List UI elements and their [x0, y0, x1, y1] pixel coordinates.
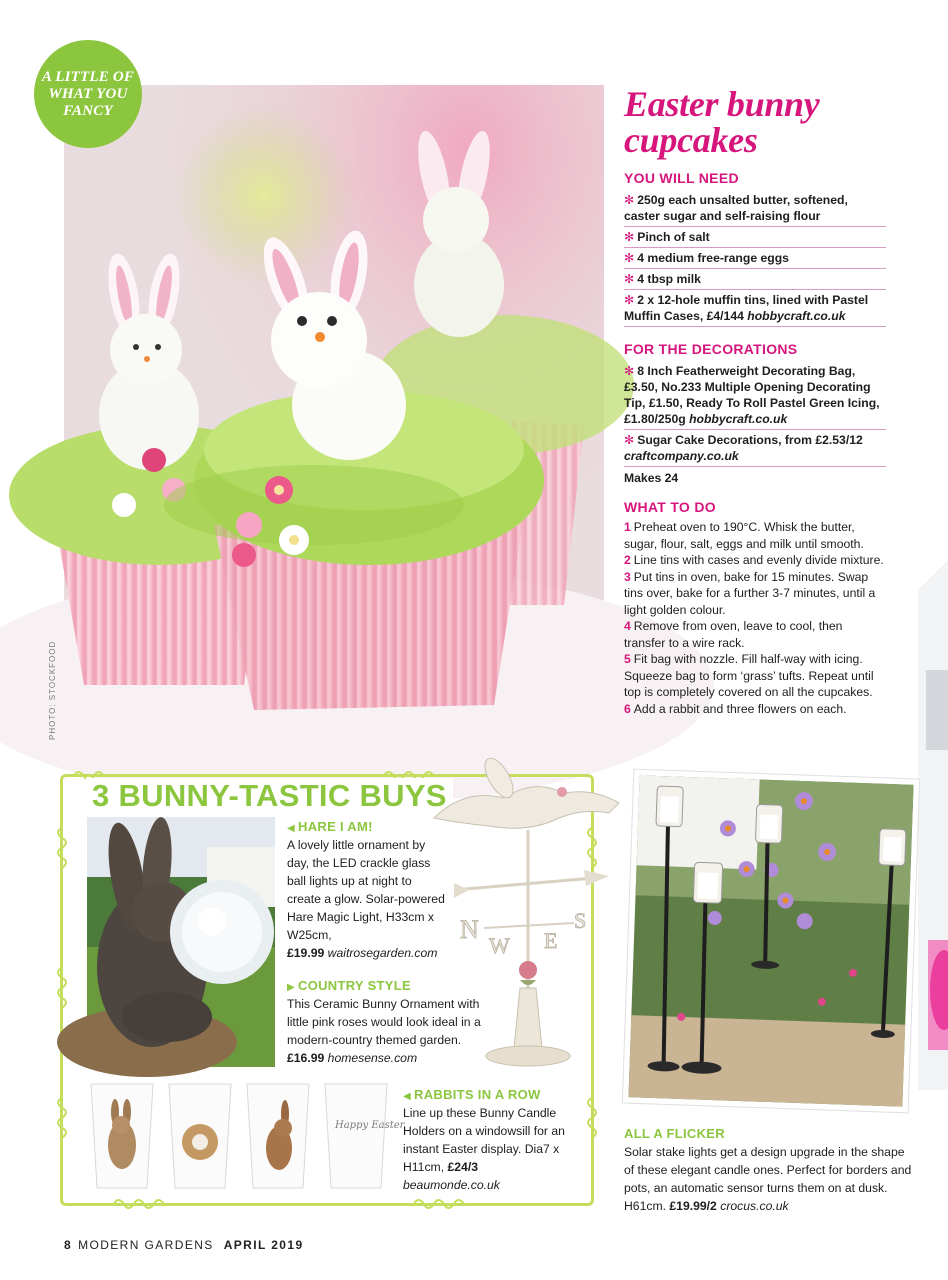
- decorations-heading: FOR THE DECORATIONS: [624, 341, 798, 357]
- photo-credit: PHOTO: STOCKFOOD: [48, 640, 57, 740]
- asterisk-icon: ✻: [624, 293, 635, 307]
- retailer-link: hobbycraft.co.uk: [689, 412, 788, 426]
- buy-item-country-style: [287, 978, 487, 1067]
- recipe-title: Easter bunny cupcakes: [624, 84, 820, 160]
- vane-letter-e: E: [544, 928, 558, 953]
- list-item: 5 Fit bag with nozzle. Fill half-way with icing. Squeeze bag to form ‘grass’ tufts. Repeat until top is completely covered on all the cupcakes.: [624, 652, 874, 699]
- list-item: 1 Preheat oven to 190°C. Whisk the butter, sugar, flour, salt, eggs and milk until smooth.: [624, 520, 864, 551]
- item-description: This Ceramic Bunny Ornament with little pink roses would look ideal in a modern-country themed garden. £16.99 homesense.com: [287, 997, 481, 1065]
- badge-text: A LITTLE OF WHAT YOU FANCY: [41, 68, 135, 119]
- magazine-name: MODERN GARDENS: [78, 1238, 214, 1252]
- list-item: 6 Add a rabbit and three flowers on each.: [624, 701, 847, 716]
- item-price: £16.99: [287, 1051, 325, 1065]
- decorations-list: [624, 361, 886, 467]
- section-badge: [34, 40, 142, 148]
- list-item: 3 Put tins in oven, bake for 15 minutes. Swap tins over, bake for a further 3-7 minutes, until a light golden colour.: [624, 569, 876, 617]
- list-item: ✻ Pinch of salt: [624, 227, 886, 248]
- asterisk-icon: ✻: [624, 433, 635, 447]
- item-heading: ◀ HARE I AM!: [287, 819, 373, 834]
- item-description: A lovely little ornament by day, the LED crackle glass ball lights up at night to create a glow. Solar-powered Hare Magic Light, H33cm x W25cm, £19.99 waitrosegarden.com: [287, 838, 445, 960]
- list-item: 2 Line tins with cases and evenly divide mixture.: [624, 553, 884, 567]
- retailer-link: waitrosegarden.com: [327, 946, 438, 960]
- item-heading: ◀ RABBITS IN A ROW: [403, 1087, 541, 1102]
- item-description: Line up these Bunny Candle Holders on a windowsill for an instant Easter display. Dia7 x H11cm, £24/3 beaumonde.co.uk: [403, 1106, 565, 1192]
- bunny-candle-holders-photo: [87, 1080, 405, 1190]
- candle-script-text: Happy Easter: [335, 1120, 405, 1131]
- buy-item-hare: [287, 819, 447, 962]
- retailer-link: crocus.co.uk: [720, 1199, 789, 1213]
- makes-count: Makes 24: [624, 471, 679, 485]
- list-item: 4 Remove from oven, leave to cool, then transfer to a wire rack.: [624, 619, 843, 650]
- list-item: ✻ 8 Inch Featherweight Decorating Bag, £3.50, No.233 Multiple Opening Decorating Tip, £1.50, Ready To Roll Pastel Green Icing, £1.80/250g hobbycraft.co.uk: [624, 361, 886, 430]
- ingredient-list: [624, 190, 886, 327]
- cupcakes-photo: [64, 85, 604, 738]
- asterisk-icon: ✻: [624, 364, 635, 378]
- asterisk-icon: ✻: [624, 193, 635, 207]
- flicker-item: [624, 1126, 916, 1215]
- item-price: £24/3: [447, 1160, 478, 1174]
- buy-item-rabbits-in-a-row: [403, 1087, 573, 1194]
- item-heading: ▶ COUNTRY STYLE: [287, 978, 411, 993]
- list-item: ✻ 4 tbsp milk: [624, 269, 886, 290]
- page-footer: [64, 1238, 304, 1252]
- adjacent-page-image: [918, 560, 948, 1090]
- asterisk-icon: ✻: [624, 272, 635, 286]
- vane-letter-n: N: [460, 915, 479, 944]
- method-steps: [624, 519, 886, 717]
- triangle-left-icon: ◀: [287, 823, 295, 834]
- list-item: ✻ 4 medium free-range eggs: [624, 248, 886, 269]
- solar-candle-lights-photo: [624, 770, 918, 1112]
- asterisk-icon: ✻: [624, 230, 635, 244]
- vane-letter-s: S: [574, 908, 587, 933]
- what-to-do-heading: WHAT TO DO: [624, 499, 716, 515]
- retailer-link: beaumonde.co.uk: [403, 1178, 500, 1192]
- buys-title: 3 BUNNY-TASTIC BUYS: [86, 778, 453, 814]
- list-item: ✻ Sugar Cake Decorations, from £2.53/12 craftcompany.co.uk: [624, 430, 886, 467]
- hare-light-photo: [87, 817, 275, 1067]
- retailer-link: craftcompany.co.uk: [624, 449, 739, 463]
- item-price: £19.99: [287, 946, 325, 960]
- item-heading: ALL A FLICKER: [624, 1126, 725, 1141]
- you-will-need-heading: YOU WILL NEED: [624, 170, 739, 186]
- list-item: ✻ 250g each unsalted butter, softened, caster sugar and self-raising flour: [624, 190, 886, 227]
- list-item: ✻ 2 x 12-hole muffin tins, lined with Pastel Muffin Cases, £4/144 hobbycraft.co.uk: [624, 290, 886, 327]
- page-number: 8: [64, 1238, 73, 1252]
- retailer-link: homesense.com: [327, 1051, 418, 1065]
- item-price: £19.99/2: [669, 1199, 717, 1213]
- triangle-left-icon: ◀: [403, 1091, 411, 1102]
- asterisk-icon: ✻: [624, 251, 635, 265]
- bunny-buys-box: [54, 768, 600, 1212]
- item-description: Solar stake lights get a design upgrade in the shape of these elegant candle ones. Perfect for borders and pots, an automatic sensor turns them on at dusk. H61cm. £19.99/2 crocus.co.uk: [624, 1145, 912, 1213]
- retailer-link: hobbycraft.co.uk: [747, 309, 846, 323]
- recipe-column: [624, 86, 886, 717]
- issue-date: APRIL 2019: [223, 1238, 304, 1252]
- vane-letter-w: W: [489, 933, 510, 958]
- triangle-right-icon: ▶: [287, 982, 295, 993]
